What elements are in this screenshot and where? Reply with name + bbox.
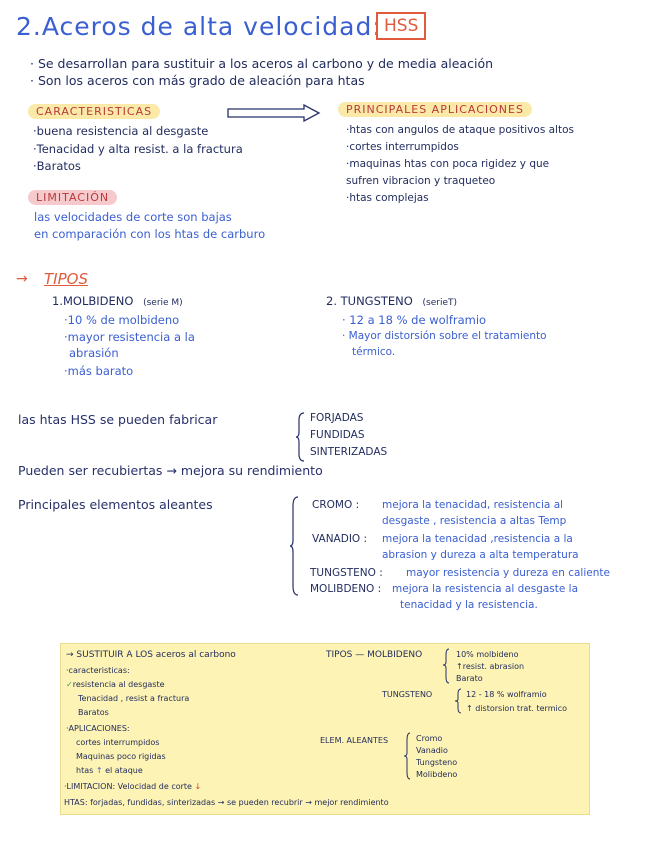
hollow-arrow-icon — [226, 104, 322, 122]
aleante-desc: tenacidad y la resistencia. — [400, 599, 538, 611]
summary-elem-item: Tungsteno — [416, 758, 458, 767]
summary-tipos-label: TIPOS — MOLBIDENO — [326, 650, 423, 660]
summary-tung-label: TUNGSTENO — [382, 690, 433, 699]
aleante-sep: : — [379, 567, 383, 579]
intro-line-1: · Se desarrollan para sustituir a los aceros al carbono y de media aleación — [30, 56, 494, 71]
tungsteno-name: 2. TUNGSTENO — [326, 294, 413, 308]
page-title: 2.Aceros de alta velocidad: — [16, 12, 382, 41]
summary-line-text: resistencia al desgaste — [72, 680, 165, 689]
summary-elem-item: Cromo — [416, 734, 443, 743]
summary-line: HTAS: forjadas, fundidas, sinterizadas → se pueden recubrir → mejor rendimiento — [64, 798, 389, 807]
brace-icon — [404, 732, 412, 780]
limitacion-heading: LIMITACIÓN — [28, 190, 117, 205]
fabricar-option: FORJADAS — [310, 412, 364, 424]
fabricar-label: las htas HSS se pueden fabricar — [18, 412, 218, 427]
summary-line: Tenacidad , resist a fractura — [78, 694, 190, 703]
brace-icon — [296, 412, 306, 462]
aleante-name-text: TUNGSTENO — [310, 567, 376, 579]
intro-line-2: · Son los aceros con más grado de aleación para htas — [30, 73, 365, 88]
summary-elem-item: Vanadio — [416, 746, 448, 755]
caracteristicas-item: ·Baratos — [33, 159, 81, 173]
aleante-desc: desgaste , resistencia a altas Temp — [382, 515, 567, 527]
hss-tag: HSS — [376, 12, 426, 40]
molibdeno-serie: (serie M) — [143, 298, 183, 308]
aleante-name-text: MOLIBDENO — [310, 583, 375, 595]
recubiertas-line: Pueden ser recubiertas → mejora su rendimiento — [18, 463, 323, 478]
summary-mol-item: Barato — [456, 674, 483, 683]
summary-line: ·APLICACIONES: — [66, 724, 130, 733]
caracteristicas-item: ·Tenacidad y alta resist. a la fractura — [33, 142, 243, 156]
tungsteno-item: · Mayor distorsión sobre el tratamiento — [342, 330, 547, 342]
molibdeno-name: 1.MOLBIDENO — [52, 294, 134, 308]
summary-line — [76, 766, 143, 775]
tungsteno-serie: (serieT) — [422, 298, 457, 308]
aleante-desc: mejora la tenacidad ,resistencia a la — [382, 533, 573, 545]
summary-line-text: ·LIMITACION: Velocidad de corte — [64, 782, 192, 791]
summary-line: ·caracteristicas: — [66, 666, 130, 675]
summary-mol-item: ↑resist. abrasion — [456, 662, 525, 671]
up-arrow-icon: ↑ — [95, 766, 103, 775]
check-icon: ✓ — [66, 680, 73, 689]
aplicaciones-item: sufren vibracion y traqueteo — [346, 175, 496, 187]
brace-icon — [455, 688, 463, 714]
summary-elem-item: Molibdeno — [416, 770, 458, 779]
summary-line: Baratos — [78, 708, 109, 717]
fabricar-option: FUNDIDAS — [310, 429, 365, 441]
aleante-name-text: CROMO — [312, 499, 353, 511]
tungsteno-title — [326, 294, 457, 308]
aleante-name — [312, 499, 359, 511]
summary-elem-label: ELEM. ALEANTES — [320, 736, 389, 745]
molibdeno-item: ·10 % de molbideno — [64, 313, 180, 327]
summary-mol-item: 10% molbideno — [456, 650, 519, 659]
aleante-sep: : — [355, 499, 360, 511]
molibdeno-item: ·mayor resistencia a la — [64, 330, 195, 344]
molibdeno-item: abrasión — [69, 346, 119, 360]
limitacion-line: en comparación con los htas de carburo — [34, 227, 266, 241]
summary-line-text: htas — [76, 766, 94, 775]
summary-line: → SUSTITUIR A LOS aceros al carbono — [66, 650, 236, 660]
summary-line — [64, 782, 201, 791]
molibdeno-title — [52, 294, 183, 308]
tipos-arrow-icon: → — [16, 271, 28, 287]
summary-line-text: el ataque — [105, 766, 143, 775]
tungsteno-item: térmico. — [352, 346, 396, 358]
aleante-desc: abrasion y dureza a alta temperatura — [382, 549, 579, 561]
aleante-sep: : — [377, 583, 382, 595]
aleante-name — [312, 533, 367, 545]
aleante-desc: mayor resistencia y dureza en caliente — [406, 567, 610, 579]
summary-line: Maquinas poco rigidas — [76, 752, 166, 761]
summary-line — [66, 680, 165, 689]
fabricar-option: SINTERIZADAS — [310, 446, 388, 458]
aleante-name — [310, 583, 381, 595]
brace-icon — [290, 496, 300, 596]
tipos-heading: TIPOS — [44, 270, 88, 288]
down-arrow-icon: ↓ — [194, 782, 202, 791]
summary-line: cortes interrumpidos — [76, 738, 160, 747]
aleante-name-text: VANADIO — [312, 533, 361, 545]
tungsteno-item: · 12 a 18 % de wolframio — [342, 313, 487, 327]
limitacion-line: las velocidades de corte son bajas — [34, 210, 232, 224]
aplicaciones-heading: PRINCIPALES APLICACIONES — [338, 102, 532, 117]
brace-icon — [443, 648, 451, 684]
molibdeno-item: ·más barato — [64, 364, 134, 378]
aplicaciones-item: ·maquinas htas con poca rigidez y que — [346, 158, 550, 170]
aplicaciones-item: ·htas complejas — [346, 192, 429, 204]
summary-tung-item: 12 - 18 % wolframio — [466, 690, 547, 699]
aleante-desc: mejora la tenacidad, resistencia al — [382, 499, 564, 511]
aplicaciones-item: ·htas con angulos de ataque positivos altos — [346, 124, 574, 136]
aleante-sep: : — [363, 533, 368, 545]
aplicaciones-item: ·cortes interrumpidos — [346, 141, 459, 153]
aleante-name — [310, 567, 383, 579]
aleante-desc: mejora la resistencia al desgaste la — [392, 583, 579, 595]
aleantes-label: Principales elementos aleantes — [18, 497, 213, 512]
caracteristicas-heading: CARACTERISTICAS — [28, 104, 160, 119]
caracteristicas-item: ·buena resistencia al desgaste — [33, 124, 209, 138]
summary-tung-item: ↑ distorsion trat. termico — [466, 704, 567, 713]
